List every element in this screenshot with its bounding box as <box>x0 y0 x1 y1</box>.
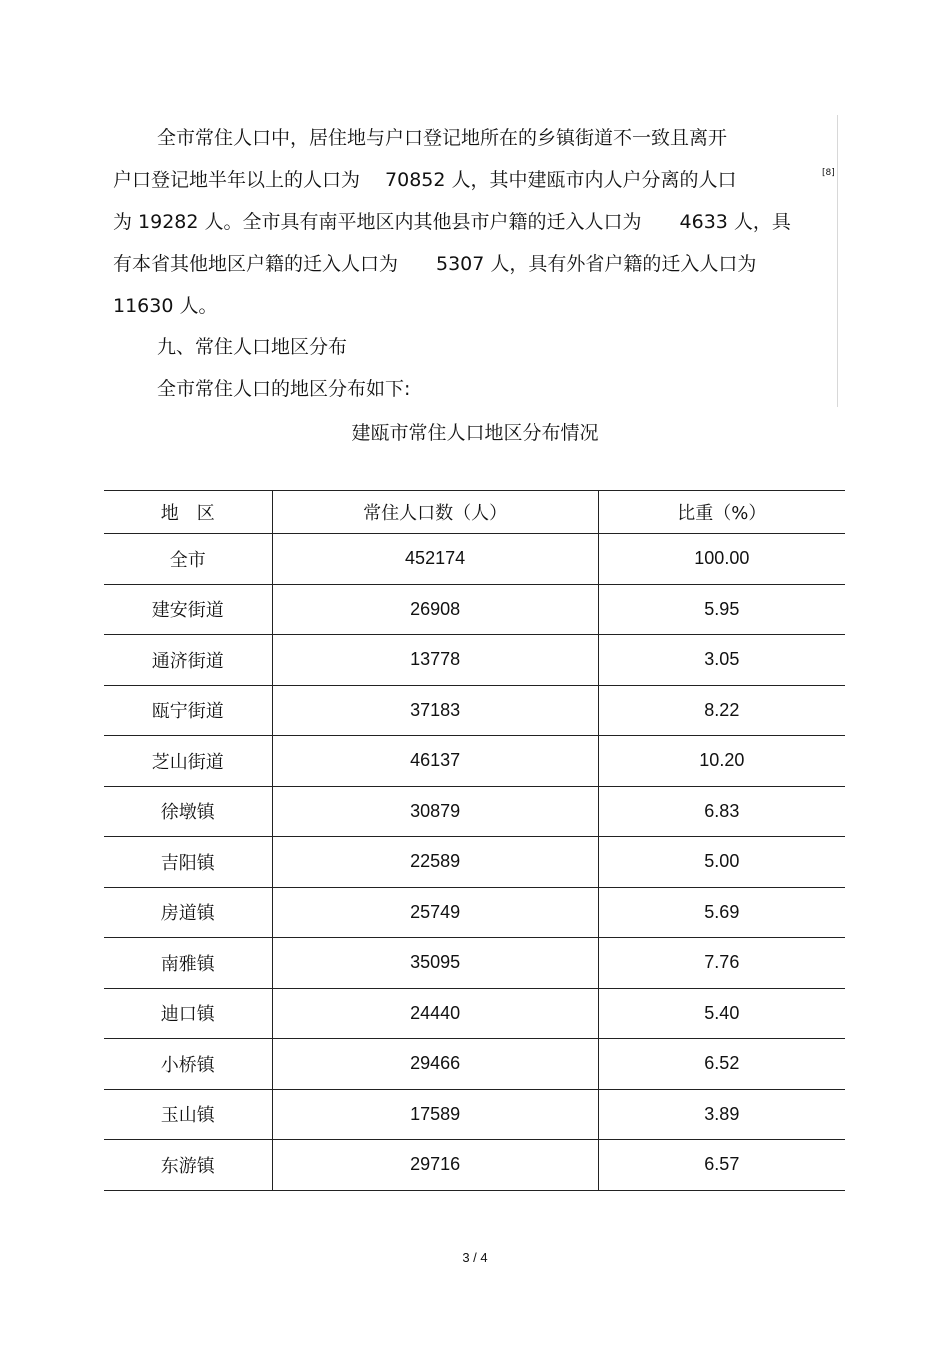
cell-region: 玉山镇 <box>104 1089 272 1140</box>
cell-region: 全市 <box>104 534 272 585</box>
table-row <box>104 938 845 989</box>
cell-population: 37183 <box>272 685 598 736</box>
cell-share: 5.95 <box>598 584 845 635</box>
table-row <box>104 584 845 635</box>
margin-rule <box>837 115 838 407</box>
header-share: 比重（%） <box>598 491 845 534</box>
cell-share: 3.05 <box>598 635 845 686</box>
population-table <box>104 490 845 1191</box>
table-row <box>104 736 845 787</box>
cell-share: 6.57 <box>598 1140 845 1191</box>
cell-population: 24440 <box>272 988 598 1039</box>
cell-region: 迪口镇 <box>104 988 272 1039</box>
table-row <box>104 988 845 1039</box>
cell-population: 30879 <box>272 786 598 837</box>
cell-population: 22589 <box>272 837 598 888</box>
page-number: 3 / 4 <box>462 1250 488 1265</box>
cell-population: 25749 <box>272 887 598 938</box>
table-row <box>104 837 845 888</box>
cell-population: 26908 <box>272 584 598 635</box>
cell-population: 46137 <box>272 736 598 787</box>
table-row <box>104 887 845 938</box>
cell-population: 35095 <box>272 938 598 989</box>
paragraph-line-2: 户口登记地半年以上的人口为 70852 人，其中建瓯市内人户分离的人口 <box>113 169 737 191</box>
cell-region: 芝山街道 <box>104 736 272 787</box>
cell-region: 徐墩镇 <box>104 786 272 837</box>
cell-region: 瓯宁街道 <box>104 685 272 736</box>
cell-region: 东游镇 <box>104 1140 272 1191</box>
cell-population: 452174 <box>272 534 598 585</box>
table-row <box>104 1039 845 1090</box>
table-row <box>104 1089 845 1140</box>
header-population: 常住人口数（人） <box>272 491 598 534</box>
table-caption: 建瓯市常住人口地区分布情况 <box>351 422 599 444</box>
table-header-row <box>104 491 845 534</box>
body-paragraph <box>113 117 833 327</box>
cell-region: 南雅镇 <box>104 938 272 989</box>
cell-population: 29716 <box>272 1140 598 1191</box>
paragraph-line-5: 11630 人。 <box>113 295 218 317</box>
cell-share: 100.00 <box>598 534 845 585</box>
cell-region: 通济街道 <box>104 635 272 686</box>
table-row <box>104 534 845 585</box>
cell-share: 7.76 <box>598 938 845 989</box>
cell-region: 建安街道 <box>104 584 272 635</box>
cell-population: 29466 <box>272 1039 598 1090</box>
table-row <box>104 1140 845 1191</box>
cell-population: 17589 <box>272 1089 598 1140</box>
paragraph-line-3: 为 19282 人。全市具有南平地区内其他县市户籍的迁入人口为 4633 人，具 <box>113 211 791 233</box>
section-heading: 九、常住人口地区分布 <box>157 336 348 358</box>
paragraph-line-4: 有本省其他地区户籍的迁入人口为 5307 人，具有外省户籍的迁入人口为 <box>113 253 757 275</box>
table-row <box>104 685 845 736</box>
paragraph-line-1: 全市常住人口中，居住地与户口登记地所在的乡镇街道不一致且离开 <box>157 127 728 149</box>
cell-share: 6.83 <box>598 786 845 837</box>
intro-text: 全市常住人口的地区分布如下: <box>157 378 411 400</box>
table-row <box>104 786 845 837</box>
cell-share: 3.89 <box>598 1089 845 1140</box>
cell-share: 5.00 <box>598 837 845 888</box>
header-region: 地 区 <box>104 491 272 534</box>
cell-region: 房道镇 <box>104 887 272 938</box>
cell-region: 吉阳镇 <box>104 837 272 888</box>
cell-share: 10.20 <box>598 736 845 787</box>
cell-share: 5.40 <box>598 988 845 1039</box>
cell-share: 5.69 <box>598 887 845 938</box>
cell-share: 8.22 <box>598 685 845 736</box>
footnote-marker: [8] <box>822 168 835 178</box>
cell-population: 13778 <box>272 635 598 686</box>
cell-share: 6.52 <box>598 1039 845 1090</box>
cell-region: 小桥镇 <box>104 1039 272 1090</box>
table-row <box>104 635 845 686</box>
